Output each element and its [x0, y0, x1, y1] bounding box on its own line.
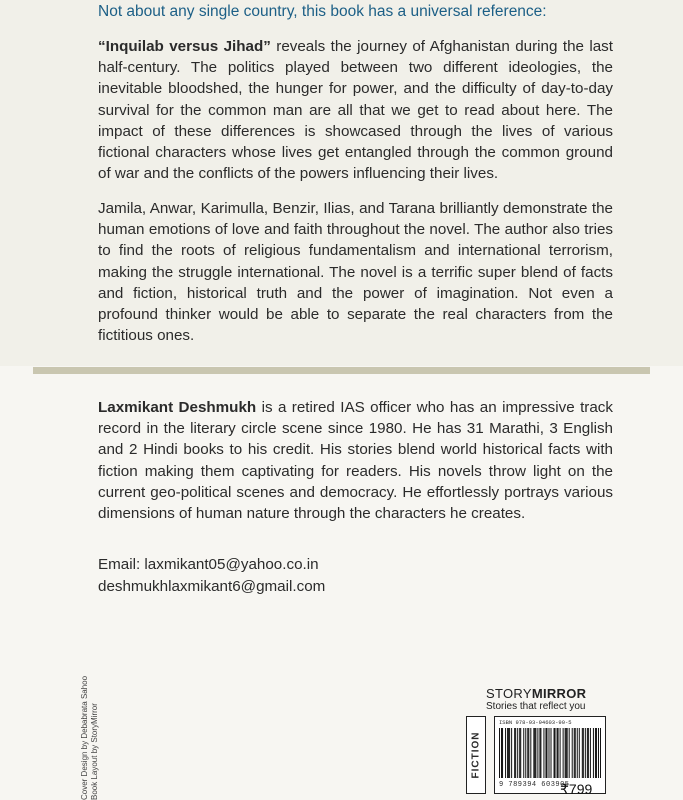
book-layout-credit: Book Layout by StoryMirror	[90, 703, 99, 800]
author-bio	[98, 397, 613, 524]
blurb-paragraph-1-text: reveals the journey of Afghanistan during the last half-century. The politics played between two different ideologies, the inevitable bloodshed, the hunger for power, and the difficulty of day-to-day survival for the common man are all that we get to read about here. The impact of these differences is showcased through the lives of various fictional characters whose lives get entangled through the common ground of war and the conflicts of the powers influencing their lives.	[98, 38, 613, 183]
publisher-name-part2: MIRROR	[531, 686, 587, 701]
barcode-icon	[499, 728, 601, 778]
publisher-name-part1: STORY	[486, 686, 532, 701]
cover-design-credit: Cover Design by Debabrata Sahoo	[80, 675, 89, 800]
publisher-tagline: Stories that reflect you	[486, 701, 586, 712]
isbn-number: 9 789394 603905	[499, 781, 570, 789]
blurb-paragraph-2: Jamila, Anwar, Karimulla, Benzir, Ilias, and Tarana brilliantly demonstrate the human emotions of love and faith throughout the novel. The author also tries to find the roots of religious fundamentalism and international terrorism, making the struggle international. The novel is a terrific super blend of facts and fiction, historical truth and the power of imagination. Not even a profound thinker would be able to separate the real characters from the fictitious ones.	[98, 200, 613, 345]
email-line-2: deshmukhlaxmikant6@gmail.com	[98, 578, 326, 595]
genre-label-box	[466, 716, 486, 794]
section-divider	[33, 367, 650, 374]
isbn-text: ISBN 978-93-94603-90-5	[499, 719, 572, 726]
author-bio-text: is a retired IAS officer who has an impressive track record in the literary circle scene since 1980. He has 31 Marathi, 3 English and 2 Hindi books to his credit. His stories blend world historical facts with fiction making them captivating for readers. His novels throw light on the current geo-political scenes and democracy. He effortlessly portrays various dimensions of human nature through the characters he creates.	[98, 399, 613, 523]
price: ₹799	[560, 781, 593, 797]
design-credits	[80, 660, 120, 800]
tagline: Not about any single country, this book has a universal reference:	[98, 3, 547, 20]
blurb-paragraph-1	[98, 36, 613, 184]
genre-label: FICTION	[470, 731, 482, 779]
author-name: Laxmikant Deshmukh	[98, 399, 257, 416]
book-title: “Inquilab versus Jihad”	[98, 38, 271, 55]
publisher-logo	[486, 686, 586, 701]
email-line-1: Email: laxmikant05@yahoo.co.in	[98, 556, 319, 573]
